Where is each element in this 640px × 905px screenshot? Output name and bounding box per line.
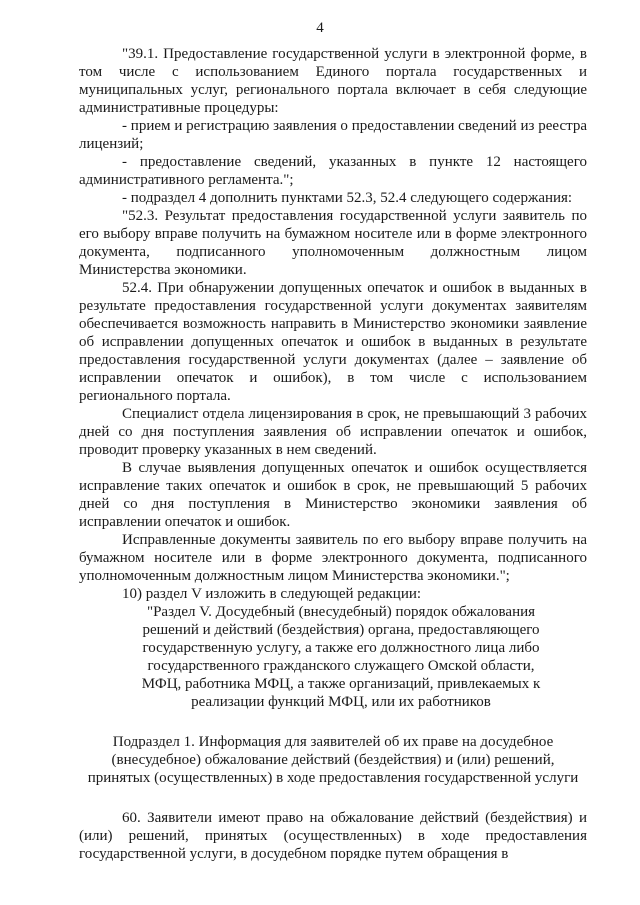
paragraph-52-3: "52.3. Результат предоставления государственной услуги заявитель по его выбору вправе получить на бумажном носителе или в форме электронного документа, подписанного уполномоченным должностным лицом Министерства экономики.	[79, 208, 587, 278]
paragraph-52-4: 52.4. При обнаружении допущенных опечаток и ошибок в выданных в результате предоставления государственной услуги документах заявителям обеспечивается возможность направить в Министерство экономики заявление об исправлении допущенных опечаток и ошибок в выданных в результате предоставления государственной услуги документах (далее – заявление об исправлении опечаток и ошибок), в том числе с использованием регионального портала.	[79, 280, 587, 404]
paragraph-specialist-check: Специалист отдела лицензирования в срок, не превышающий 3 рабочих дней со дня поступления заявления об исправлении опечаток и ошибок, проводит проверку указанных в нем сведений.	[79, 406, 587, 458]
section-5-title: "Раздел V. Досудебный (внесудебный) порядок обжалования решений и действий (бездействия) органа, предоставляющего государственную услугу, а также его должностного лица либо государственного гражданского служащего Омской области, МФЦ, работника МФЦ, а также организаций, привлекаемых к реализации функций МФЦ, или их работников	[141, 604, 541, 710]
paragraph-corrected-documents: Исправленные документы заявитель по его выбору вправе получить на бумажном носителе или в форме электронного документа, подписанного уполномоченным должностным лицом Министерства экономики.";	[79, 532, 587, 584]
paragraph-correction: В случае выявления допущенных опечаток и ошибок осуществляется исправление таких опечаток и ошибок в срок, не превышающий 5 рабочих дней со дня поступления в Министерство экономики заявления об исправлении опечаток и ошибок.	[79, 460, 587, 530]
amendment-subsection-4: - подраздел 4 дополнить пунктами 52.3, 52.4 следующего содержания:	[122, 190, 573, 206]
amendment-section-5: 10) раздел V изложить в следующей редакции:	[122, 586, 422, 602]
document-body	[79, 45, 587, 863]
subsection-1-title: Подраздел 1. Информация для заявителей об их праве на досудебное (внесудебное) обжалование действий (бездействия) и (или) решений, принятых (осуществленных) в ходе предоставления государственной услуги	[87, 734, 579, 786]
paragraph-39-1: "39.1. Предоставление государственной услуги в электронной форме, в том числе с использованием Единого портала государственных и муниципальных услуг, регионального портала включает в себя следующие административные процедуры:	[79, 46, 587, 116]
list-item-registration: - прием и регистрацию заявления о предоставлении сведений из реестра лицензий;	[79, 118, 587, 152]
paragraph-60: 60. Заявители имеют право на обжалование действий (бездействия) и (или) решений, принятых (осуществленных) в ходе предоставления государственной услуги, в досудебном порядке путем обращения в	[79, 810, 587, 862]
page-number: 4	[316, 20, 324, 36]
list-item-information: - предоставление сведений, указанных в пункте 12 настоящего административного регламента.";	[79, 154, 587, 188]
